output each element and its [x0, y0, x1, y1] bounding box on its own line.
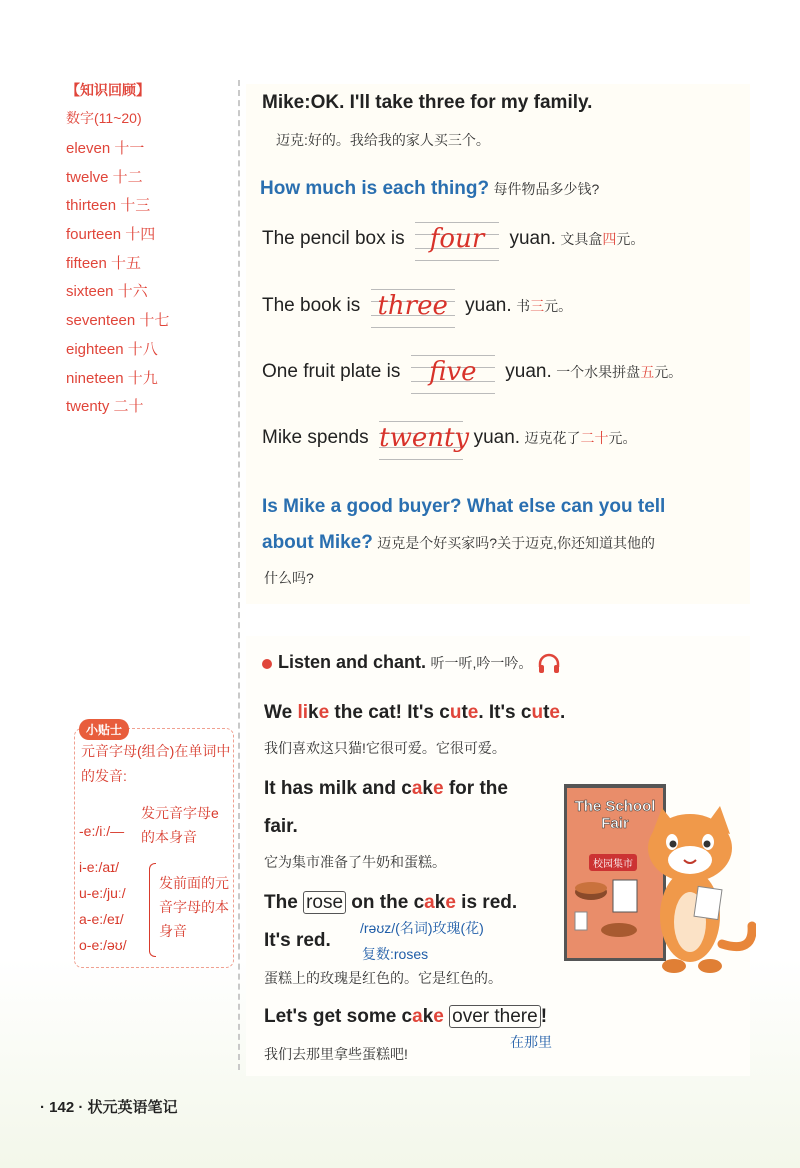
number-item: thirteen 十三	[66, 197, 151, 215]
knowledge-review	[66, 80, 236, 422]
answer-prefix: The book is	[262, 295, 361, 317]
zh-number: 五	[640, 364, 655, 381]
chant-line-2-translation: 它为集市准备了牛奶和蛋糕。	[264, 854, 446, 870]
chant-text: for the	[443, 778, 508, 799]
mike-translation: 迈克:好的。我给我的家人买三个。	[276, 132, 490, 148]
zh-text: 文具盒	[560, 231, 603, 248]
answer-translation	[560, 231, 644, 247]
chant-text: is red.	[455, 892, 518, 913]
zh-text: 元。	[544, 298, 573, 315]
number-item: fifteen 十五	[66, 254, 142, 272]
blank-rule-line	[371, 327, 455, 328]
chant-line-1: We like the cat! It's cute. It's cute.	[264, 702, 566, 723]
number-item: seventeen 十七	[66, 312, 170, 330]
zh-text: 一个水果拼盘	[556, 364, 641, 381]
number-item: twenty 二十	[66, 398, 144, 416]
chant-text: on the c	[346, 892, 425, 913]
question-text: How much is each thing?	[260, 178, 490, 199]
brace-mark	[149, 863, 156, 957]
chant-text: It has milk and c	[264, 778, 412, 799]
chant-line-3-translation: 蛋糕上的玫瑰是红色的。它是红色的。	[264, 970, 502, 986]
blank-rule-line	[379, 421, 463, 422]
mike-line: Mike:OK. I'll take three for my family.	[262, 92, 593, 113]
answer-row	[262, 353, 682, 393]
chant-line-4-translation: 我们去那里拿些蛋糕吧!	[264, 1046, 408, 1062]
blank-rule-line	[371, 289, 455, 290]
answer-blank	[371, 287, 455, 327]
tip-rules-note: 发前面的元音字母的本身音	[159, 875, 229, 939]
blank-rule-line	[411, 393, 495, 394]
highlight-letter: e	[432, 778, 444, 799]
blank-rule-line	[415, 222, 499, 223]
tip-badge: 小贴士	[79, 719, 129, 740]
tip-intro: 元音字母(组合)在单词中的发音:	[81, 743, 231, 784]
answer-word: four	[429, 224, 485, 254]
bullet-dot-icon	[262, 659, 272, 669]
zh-text: 元。	[616, 231, 645, 248]
blank-rule-line	[379, 459, 463, 460]
number-item: eleven 十一	[66, 140, 145, 157]
number-item: fourteen 十四	[66, 226, 156, 244]
answer-suffix: yuan.	[465, 295, 512, 317]
review-title: 【知识回顾】	[66, 82, 150, 98]
answer-translation	[525, 430, 637, 446]
followup-question-line1: Is Mike a good buyer? What else can you tell	[262, 496, 666, 517]
answer-suffix: yuan.	[505, 361, 552, 383]
answer-prefix: The pencil box is	[262, 228, 405, 250]
chant-heading	[262, 652, 561, 675]
zh-number: 二十	[580, 430, 609, 447]
rose-plural-note: 复数:roses	[362, 946, 429, 962]
tip-rule-e-note: 发元音字母e的本身音	[141, 805, 219, 845]
answer-prefix: One fruit plate is	[262, 361, 401, 383]
chant-line-1-translation: 我们喜欢这只猫!它很可爱。它很可爱。	[264, 740, 506, 756]
tip-rule: u-e:/juː/	[79, 885, 126, 901]
chant-line-2-cont: fair.	[264, 816, 298, 837]
chant-text: !	[540, 1006, 548, 1027]
chant-heading-translation: 听一听,吟一吟。	[430, 655, 533, 671]
answer-row	[262, 419, 637, 459]
followup-translation: 迈克是个好买家吗?关于迈克,你还知道其他的	[377, 535, 655, 551]
poster-title: The School Fair	[574, 798, 656, 832]
chant-line-2	[264, 778, 508, 800]
followup-question-tail: about Mike?	[262, 532, 373, 553]
tip-rule-e: -e:/iː/—	[79, 823, 125, 839]
zh-number: 四	[602, 231, 617, 248]
chant-line-3-cont: It's red.	[264, 930, 331, 951]
answer-suffix: yuan.	[509, 228, 556, 250]
question-translation: 每件物品多少钱?	[493, 181, 600, 197]
zh-text: 元。	[608, 430, 637, 447]
poster-subtitle: 校园集市	[589, 854, 637, 871]
tip-box	[74, 723, 234, 968]
answer-prefix: Mike spends	[262, 427, 369, 449]
cat-mascot-icon	[626, 804, 756, 984]
answer-row	[262, 287, 572, 327]
zh-text: 迈克花了	[524, 430, 581, 447]
chant-text: Let's get some c	[264, 1006, 413, 1027]
review-subtitle: 数字(11~20)	[66, 110, 142, 126]
vocab-box-over-there: over there	[449, 1005, 541, 1028]
page-footer: · 142 · 状元英语笔记	[40, 1099, 178, 1116]
zh-text: 书	[516, 298, 531, 315]
chant-line-4: Let's get some cake over there !	[264, 1006, 548, 1027]
answer-word: three	[377, 291, 448, 321]
number-item: twelve 十二	[66, 168, 143, 186]
answer-blank	[411, 353, 495, 393]
highlight-letter: a	[411, 778, 423, 799]
tip-rule: a-e:/eɪ/	[79, 911, 124, 927]
number-item: sixteen 十六	[66, 283, 148, 301]
answer-word: five	[429, 357, 477, 387]
answer-suffix: yuan.	[473, 427, 521, 449]
answer-translation	[556, 364, 682, 380]
tip-rule: i-e:/aɪ/	[79, 859, 119, 875]
dialog-panel	[246, 84, 750, 604]
answer-translation	[516, 298, 572, 314]
answer-blank	[379, 419, 470, 459]
followup-translation-tail: 什么吗?	[264, 570, 314, 586]
zh-number: 三	[530, 298, 545, 315]
rose-note: /rəʊz/(名词)玫瑰(花)	[360, 920, 484, 936]
zh-text: 元。	[654, 364, 683, 381]
number-item: eighteen 十八	[66, 340, 158, 358]
over-there-note: 在那里	[510, 1034, 552, 1050]
chant-text: k	[422, 778, 433, 799]
chant-text: The	[264, 892, 298, 913]
column-divider	[238, 80, 240, 1070]
answer-word: twenty	[379, 423, 470, 453]
vocab-box-rose: rose	[303, 891, 346, 914]
blank-rule-line	[415, 260, 499, 261]
answer-row	[262, 220, 644, 260]
headphones-icon	[537, 653, 561, 675]
followup-question-line2	[262, 532, 655, 554]
chant-heading-text: Listen and chant.	[278, 652, 427, 672]
number-item: nineteen 十九	[66, 369, 158, 387]
question-line	[260, 178, 599, 200]
blank-rule-line	[411, 355, 495, 356]
tip-rule: o-e:/əʊ/	[79, 937, 127, 953]
answer-blank	[415, 220, 499, 260]
chant-line-3: The rose on the cake is red.	[264, 892, 518, 913]
